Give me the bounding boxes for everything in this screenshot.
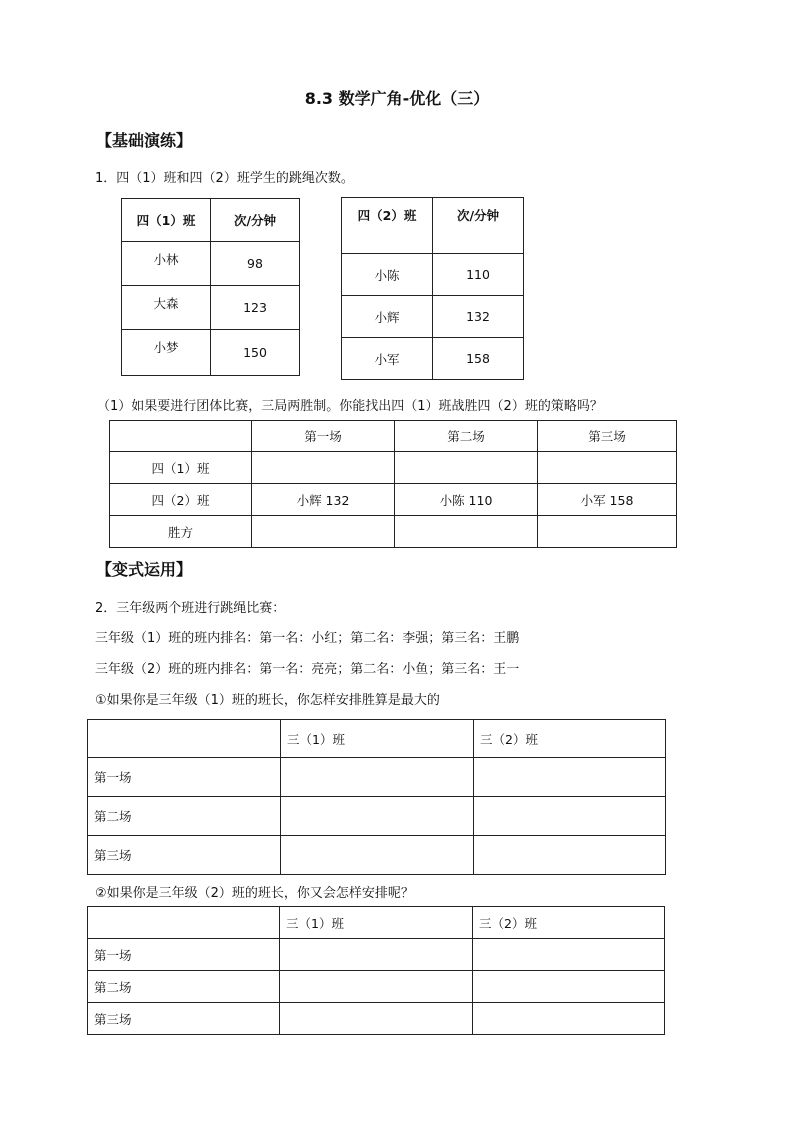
row-label: 胜方	[110, 516, 252, 548]
table-cell: 158	[433, 338, 524, 380]
answer-cell[interactable]	[473, 1003, 665, 1035]
arrangement-table-2	[87, 906, 665, 1035]
row-label: 第三场	[88, 836, 281, 875]
table-cell: 110	[433, 254, 524, 296]
answer-cell[interactable]	[473, 971, 665, 1003]
table-cell: 150	[211, 330, 300, 376]
table-cell: 132	[433, 296, 524, 338]
table-cell: 大森	[122, 286, 211, 330]
question-2-part-2: ②如果你是三年级（2）班的班长，你又会怎样安排呢？	[95, 886, 414, 901]
table-class-4-1	[121, 198, 300, 376]
answer-cell[interactable]	[281, 836, 474, 875]
answer-cell[interactable]	[280, 1003, 473, 1035]
answer-cell[interactable]	[474, 758, 666, 797]
answer-cell[interactable]	[538, 516, 677, 548]
page-title: 8.3 数学广角-优化（三）	[304, 89, 490, 108]
table-header: 次/分钟	[211, 199, 300, 242]
table-header: 四（1）班	[122, 199, 211, 242]
table-header: 三（1）班	[280, 907, 473, 939]
answer-cell[interactable]	[281, 758, 474, 797]
answer-cell[interactable]	[280, 971, 473, 1003]
table-header: 第一场	[252, 421, 395, 452]
question-2-line-1: 三年级（1）班的班内排名：第一名：小红；第二名：李强；第三名：王鹏	[95, 631, 520, 646]
table-cell: 小军	[342, 338, 433, 380]
table-header	[88, 907, 280, 939]
answer-cell[interactable]	[252, 516, 395, 548]
row-label: 第二场	[88, 797, 281, 836]
section-heading-variation: 【变式运用】	[96, 560, 193, 579]
table-cell: 123	[211, 286, 300, 330]
table-header: 三（1）班	[281, 720, 474, 758]
table-cell: 98	[211, 242, 300, 286]
table-header: 第三场	[538, 421, 677, 452]
table-header	[88, 720, 281, 758]
table-cell: 小陈 110	[395, 484, 538, 516]
row-label: 第二场	[88, 971, 280, 1003]
table-cell: 小陈	[342, 254, 433, 296]
row-label: 第三场	[88, 1003, 280, 1035]
question-1-part-1: （1）如果要进行团体比赛，三局两胜制。你能找出四（1）班战胜四（2）班的策略吗？	[97, 399, 603, 414]
question-2: 2．三年级两个班进行跳绳比赛：	[95, 601, 286, 616]
table-header: 三（2）班	[474, 720, 666, 758]
answer-cell[interactable]	[281, 797, 474, 836]
answer-cell[interactable]	[395, 516, 538, 548]
table-cell: 小辉 132	[252, 484, 395, 516]
answer-cell[interactable]	[474, 797, 666, 836]
table-cell: 小军 158	[538, 484, 677, 516]
row-label: 第一场	[88, 939, 280, 971]
answer-cell[interactable]	[252, 452, 395, 484]
section-heading-basic: 【基础演练】	[96, 131, 193, 150]
arrangement-table-1	[87, 719, 666, 875]
table-cell: 小林	[122, 242, 211, 286]
answer-cell[interactable]	[395, 452, 538, 484]
answer-cell[interactable]	[280, 939, 473, 971]
answer-cell[interactable]	[473, 939, 665, 971]
table-header: 次/分钟	[433, 198, 524, 254]
question-1: 1．四（1）班和四（2）班学生的跳绳次数。	[95, 171, 354, 186]
row-label: 四（1）班	[110, 452, 252, 484]
row-label: 第一场	[88, 758, 281, 797]
match-strategy-table	[109, 420, 677, 548]
row-label: 四（2）班	[110, 484, 252, 516]
question-2-line-2: 三年级（2）班的班内排名：第一名：亮亮；第二名：小鱼；第三名：王一	[95, 662, 520, 677]
answer-cell[interactable]	[538, 452, 677, 484]
answer-cell[interactable]	[474, 836, 666, 875]
table-class-4-2	[341, 197, 524, 380]
table-header: 第二场	[395, 421, 538, 452]
table-header: 四（2）班	[342, 198, 433, 254]
table-header: 三（2）班	[473, 907, 665, 939]
table-cell: 小梦	[122, 330, 211, 376]
question-2-part-1: ①如果你是三年级（1）班的班长，你怎样安排胜算是最大的	[95, 693, 440, 708]
table-cell: 小辉	[342, 296, 433, 338]
table-header	[110, 421, 252, 452]
